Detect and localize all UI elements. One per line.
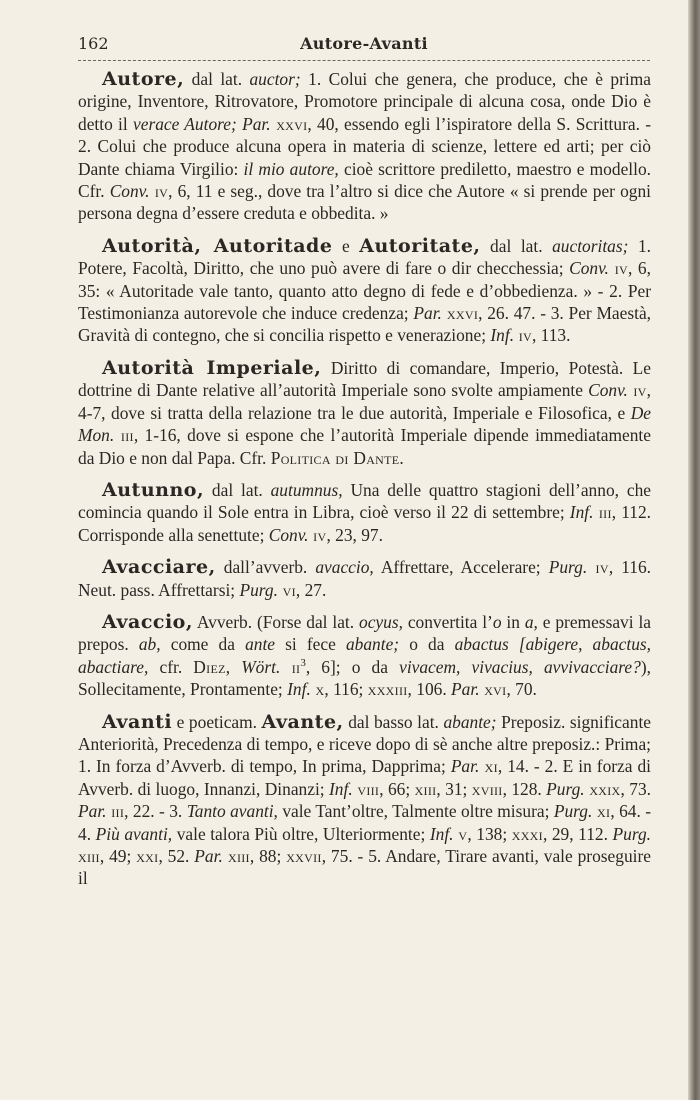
roman-numeral-ref: iv: [149, 181, 169, 202]
entry-text: , 106.: [407, 679, 452, 700]
roman-numeral-ref: xi: [592, 801, 611, 822]
roman-numeral-ref: xiii: [222, 846, 250, 866]
entry-text: dall’avverb.: [215, 557, 316, 578]
italic-text: Par.: [413, 303, 442, 324]
entry-text: cfr.: [148, 656, 194, 677]
entry-text: Una delle quattro stagioni dell’anno, che comincia quando il Sole entra in Libra, cioè verso il 22 di settembre;: [78, 479, 651, 523]
entry-text: , 138;: [467, 823, 512, 844]
entry-text: , 49;: [99, 846, 137, 866]
roman-numeral-ref: x: [310, 679, 325, 700]
entry-text: , 52.: [158, 846, 195, 866]
italic-text: Conv.: [588, 380, 628, 401]
italic-text: Purg.: [548, 557, 588, 578]
entry-text: , 26. 47. - 3. Per Maestà, Gravità di contegno, che si concilia rispetto e venerazione;: [78, 303, 652, 346]
roman-numeral-ref: iv: [308, 524, 327, 545]
entry-text: , 64. - 4.: [78, 801, 652, 844]
entry-text: , 75. - 5. Andare, Tirare avanti, vale proseguire il: [78, 846, 652, 889]
italic-text: Conv.: [268, 524, 309, 545]
italic-text: Par.: [194, 846, 223, 866]
italic-text: Inf.: [490, 325, 515, 346]
entry-text: si fece: [275, 634, 346, 655]
roman-numeral-ref: iv: [627, 380, 647, 401]
entry-text: , 88;: [249, 846, 287, 866]
italic-text: Conv.: [109, 181, 150, 202]
dictionary-entry: [78, 611, 651, 701]
italic-text: ante: [245, 634, 276, 655]
italic-text: o: [492, 611, 502, 632]
dictionary-entries: [78, 68, 651, 900]
italic-text: Più avanti,: [95, 823, 173, 844]
entry-headword: Avaccio,: [102, 610, 193, 633]
entry-text: , 22. - 3.: [124, 801, 187, 822]
italic-text: Inf.: [287, 679, 311, 700]
entry-text: cioè scrittore prediletto, maestro e modello. Cfr.: [78, 158, 651, 202]
italic-text: Par.: [450, 756, 480, 777]
header-rule: [78, 60, 650, 61]
entry-text: , 29, 112.: [542, 823, 613, 844]
entry-text: Affrettare, Accelerare;: [373, 557, 549, 578]
italic-text: autumnus,: [270, 479, 343, 500]
roman-numeral-ref: xxix: [584, 778, 621, 799]
roman-numeral-ref: viii: [352, 778, 380, 799]
book-spine-edge: [688, 0, 700, 1100]
italic-text: Wört.: [241, 656, 281, 677]
roman-numeral-ref: xxi: [136, 846, 159, 866]
roman-numeral-ref: v: [453, 823, 468, 844]
superscript: 3: [300, 656, 306, 669]
italic-text: Tanto avanti,: [186, 801, 278, 822]
entry-text: , 6, 35: « Autoritade vale tanto, quanto atto degno di fede e d’obbedienza. » - 2. Per Testimonianza autorevole che induce credenza;: [78, 258, 651, 324]
entry-text: Preposiz. significante Anteriorità, Precedenza di tempo, e riceve dopo di sè anche altre preposiz.: Prima; 1. In forza d’Avverb. di tempo, In prima, Dapprima;: [78, 711, 651, 777]
dictionary-entry: [78, 556, 651, 601]
roman-numeral-ref: Diez: [193, 656, 226, 677]
italic-text: Purg.: [239, 579, 278, 600]
roman-numeral-ref: xxxiii: [367, 679, 408, 700]
roman-numeral-ref: xiii: [414, 778, 437, 799]
running-head: Autore-Avanti: [300, 34, 428, 53]
entry-headword: Autorità, Autoritade: [102, 234, 333, 257]
roman-numeral-ref: iii: [106, 801, 125, 822]
entry-text: , 31;: [436, 778, 472, 799]
roman-numeral-ref: ii: [280, 656, 301, 677]
dictionary-entry: [78, 479, 651, 546]
entry-text: , 70.: [506, 679, 537, 700]
entry-text: dal lat.: [204, 479, 271, 500]
italic-text: abante;: [443, 711, 497, 732]
roman-numeral-ref: iv: [587, 557, 609, 578]
italic-text: Purg.: [553, 801, 593, 822]
italic-text: Inf.: [569, 502, 594, 523]
entry-text: , 40, essendo egli l’ispiratore della S. Scrittura. - 2. Colui che produce alcuna opera in materia di scienze, lettere ed arti; per ciò Dante chiama Virgilio:: [78, 113, 651, 179]
roman-numeral-ref: xxvi: [270, 113, 308, 134]
roman-numeral-ref: iv: [608, 258, 629, 279]
italic-text: Par.: [78, 801, 107, 822]
entry-text: , 27.: [295, 579, 327, 600]
entry-text: come da: [160, 634, 246, 655]
entry-text: e premessavi la prepos.: [78, 611, 652, 655]
italic-text: abactus [abigere, abactus, abactiare,: [78, 634, 652, 677]
entry-headword: Avanti: [102, 710, 173, 733]
dictionary-entry: [78, 235, 651, 347]
roman-numeral-ref: iii: [593, 502, 612, 523]
roman-numeral-ref: xxxi: [511, 823, 543, 844]
roman-numeral-ref: iv: [514, 325, 532, 346]
entry-text: , 1-16, dove si espone che l’autorità Imperiale dipende immediatamente da Dio e non dal Papa. Cfr.: [78, 425, 651, 468]
page-header: [78, 30, 650, 58]
entry-text: , 6, 11 e seg., dove tra l’altro si dice che Autore « si prende per ogni persona degna d’essere creduta e obbedita. »: [78, 181, 651, 224]
entry-text: in: [501, 611, 525, 632]
italic-text: vivacem, vivacius, avvivacciare?: [399, 656, 641, 677]
italic-text: abante;: [345, 634, 400, 655]
entry-text: , 4-7, dove si tratta della relazione tra le due autorità, Imperiale e Filosofica, e: [78, 380, 651, 423]
entry-text: ,: [225, 656, 242, 677]
entry-text: , 128.: [502, 778, 547, 799]
entry-text: o da: [399, 634, 455, 655]
entry-text: convertita l’: [402, 611, 493, 632]
entry-text: dal lat.: [184, 69, 250, 89]
entry-text: dal lat.: [480, 235, 553, 256]
italic-text: Conv.: [569, 258, 609, 279]
italic-text: auctoritas;: [552, 235, 629, 256]
roman-numeral-ref: xxvi: [441, 303, 479, 324]
italic-text: ocyus,: [359, 611, 403, 632]
roman-numeral-ref: iii: [114, 425, 134, 446]
italic-text: il mio autore,: [243, 158, 339, 179]
italic-text: Par.: [242, 113, 271, 134]
page-number: 162: [78, 34, 109, 53]
entry-text: vale talora Più oltre, Ulteriormente;: [172, 823, 430, 844]
roman-numeral-ref: xviii: [471, 778, 503, 799]
italic-text: Inf.: [329, 778, 353, 799]
entry-headword-variant: Autoritate,: [359, 234, 481, 257]
roman-numeral-ref: xi: [479, 756, 498, 777]
italic-text: Inf.: [429, 823, 454, 844]
entry-text: e poeticam.: [172, 711, 262, 732]
dictionary-entry: [78, 68, 651, 225]
italic-text: avaccio,: [315, 557, 374, 578]
entry-text: Avverb. (Forse dal lat.: [192, 611, 359, 632]
entry-text: , 73.: [620, 778, 652, 799]
entry-headword-variant: Avante,: [261, 710, 344, 733]
italic-text: Purg.: [546, 778, 585, 799]
roman-numeral-ref: Politica di Dante: [270, 447, 400, 468]
entry-text: e: [332, 235, 360, 256]
entry-text: .: [399, 447, 404, 468]
entry-text: 1. Colui che genera, che produce, che è prima origine, Inventore, Ritrovatore, Promotore principale di alcuna cosa, onde Dio è detto il: [78, 69, 651, 134]
dictionary-entry: [78, 711, 651, 890]
entry-text: dal basso lat.: [343, 711, 444, 732]
entry-text: , 14. - 2. E in forza di Avverb. di luogo, Innanzi, Dinanzi;: [78, 756, 651, 799]
entry-text: , 23, 97.: [326, 524, 383, 545]
entry-text: , 116. Neut. pass. Affrettarsi;: [78, 557, 651, 600]
italic-text: auctor;: [249, 69, 301, 89]
entry-text: 1. Potere, Facoltà, Diritto, che uno può avere di fare o dir checchessia;: [78, 235, 651, 279]
italic-text: De Mon.: [78, 402, 651, 446]
entry-headword: Autorità Imperiale,: [102, 356, 322, 379]
entry-text: , 113.: [531, 325, 571, 346]
italic-text: verace Autore;: [133, 113, 237, 134]
italic-text: Purg.: [612, 823, 651, 844]
roman-numeral-ref: vi: [277, 579, 296, 600]
entry-text: , 6]; o da: [305, 656, 400, 677]
dictionary-entry: [78, 357, 651, 469]
roman-numeral-ref: xxvii: [286, 846, 322, 866]
entry-text: Diritto di comandare, Imperio, Potestà. Le dottrine di Dante relative all’autorità Imperiale sono svolte ampiamente: [78, 357, 651, 401]
entry-text: vale Tant’oltre, Talmente oltre misura;: [277, 801, 554, 822]
entry-headword: Avacciare,: [102, 556, 216, 579]
entry-text: , 116;: [324, 679, 368, 700]
entry-headword: Autunno,: [102, 478, 205, 501]
entry-text: , 112. Corrisponde alla senettute;: [78, 502, 651, 545]
italic-text: Par.: [451, 679, 480, 700]
entry-headword: Autore,: [102, 68, 185, 90]
entry-text: , 66;: [379, 778, 415, 799]
italic-text: ab,: [138, 634, 161, 655]
entry-text: ), Sollecitamente, Prontamente;: [78, 656, 651, 700]
roman-numeral-ref: xvi: [479, 679, 507, 700]
italic-text: a,: [524, 611, 538, 632]
roman-numeral-ref: xiii: [78, 846, 100, 866]
